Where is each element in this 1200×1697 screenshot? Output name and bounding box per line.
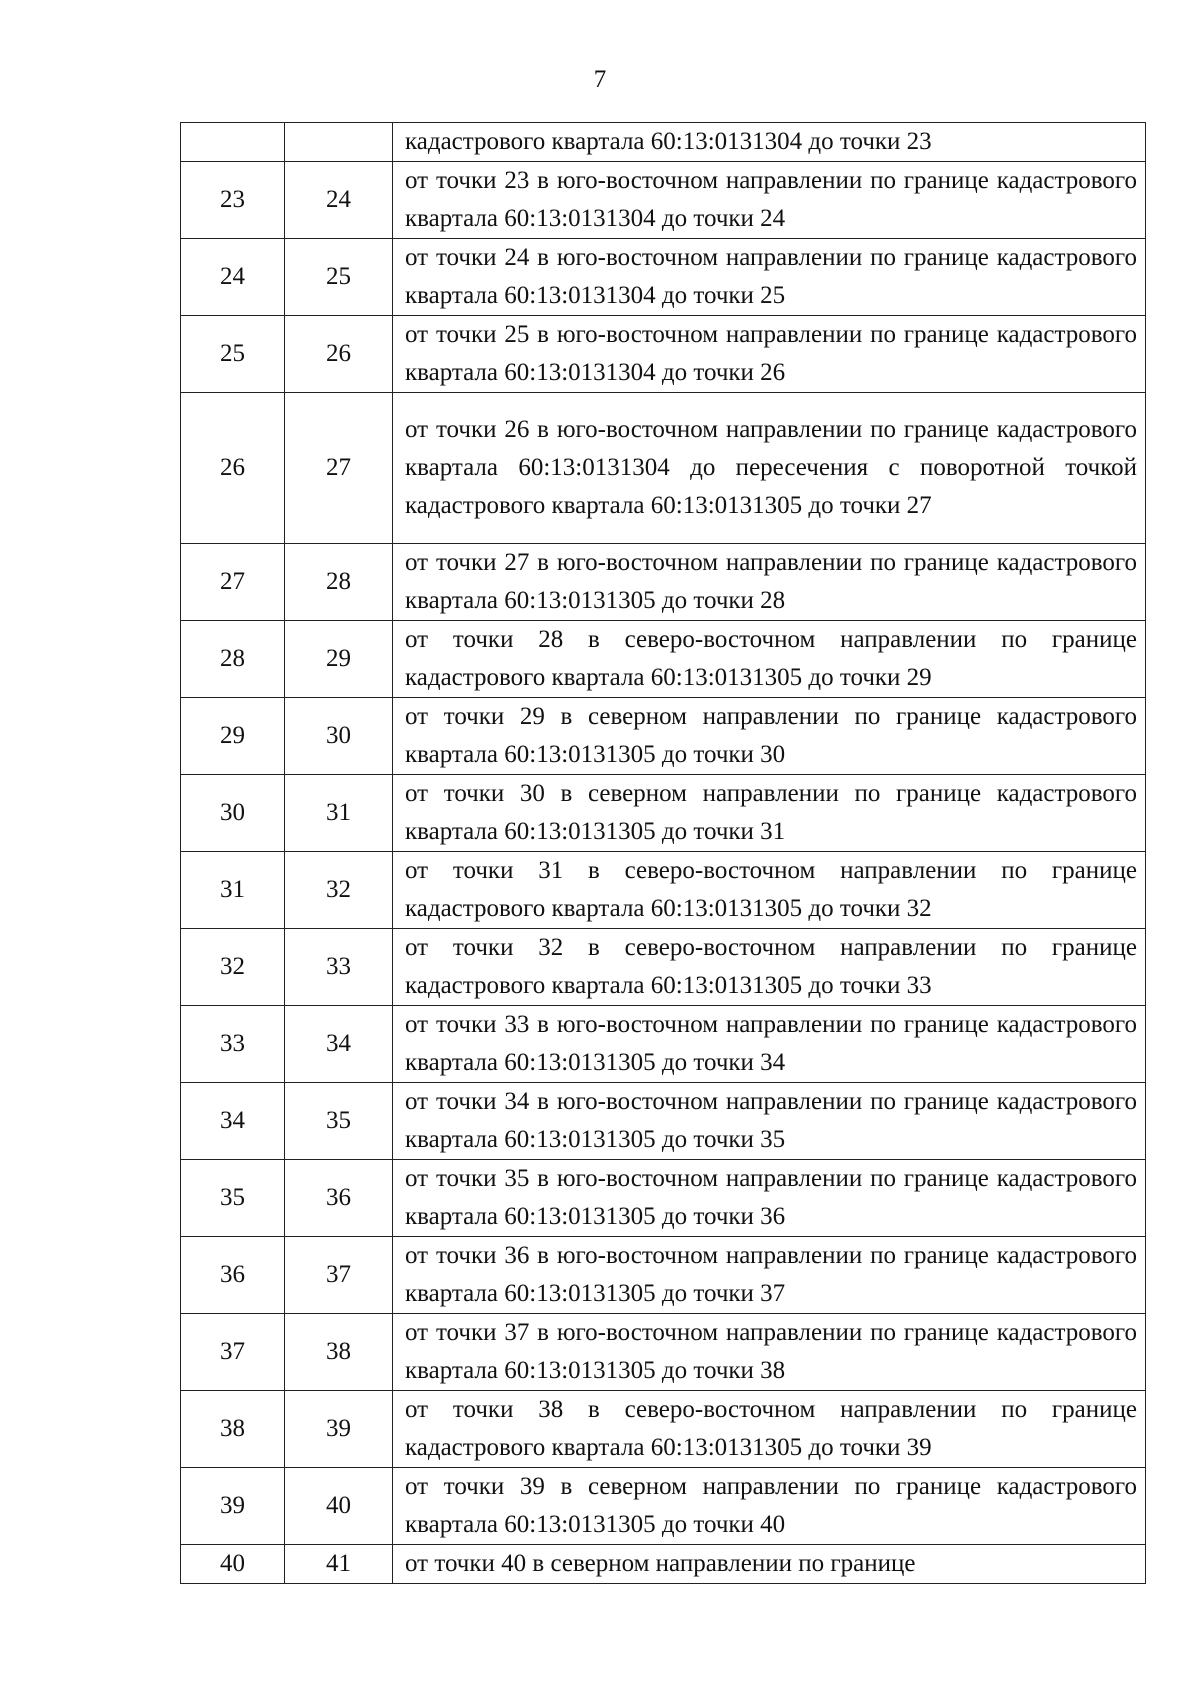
- table-row: [181, 544, 1146, 621]
- table-row: [181, 1237, 1146, 1314]
- to-point-cell: 41: [285, 1545, 393, 1584]
- table-row: [181, 1391, 1146, 1468]
- description-cell: от точки 31 в северо-восточном направлении по границе кадастрового квартала 60:13:0131305 до точки 32: [393, 852, 1146, 929]
- to-point-cell: 25: [285, 239, 393, 316]
- page-number: 7: [593, 66, 607, 93]
- from-point-cell: 36: [181, 1237, 285, 1314]
- description-cell: от точки 40 в северном направлении по границе: [393, 1545, 1146, 1584]
- description-cell: от точки 38 в северо-восточном направлении по границе кадастрового квартала 60:13:0131305 до точки 39: [393, 1391, 1146, 1468]
- from-point-cell: 24: [181, 239, 285, 316]
- from-point-cell: 23: [181, 162, 285, 239]
- description-cell: от точки 23 в юго-восточном направлении по границе кадастрового квартала 60:13:0131304 до точки 24: [393, 162, 1146, 239]
- to-point-cell: 30: [285, 698, 393, 775]
- to-point-cell: 38: [285, 1314, 393, 1391]
- from-point-cell: 39: [181, 1468, 285, 1545]
- to-point-cell: 39: [285, 1391, 393, 1468]
- from-point-cell: 37: [181, 1314, 285, 1391]
- description-cell: от точки 28 в северо-восточном направлении по границе кадастрового квартала 60:13:0131305 до точки 29: [393, 621, 1146, 698]
- table-row: [181, 393, 1146, 544]
- description-cell: от точки 27 в юго-восточном направлении по границе кадастрового квартала 60:13:0131305 до точки 28: [393, 544, 1146, 621]
- to-point-cell: 27: [285, 393, 393, 544]
- to-point-cell: [285, 123, 393, 162]
- from-point-cell: 38: [181, 1391, 285, 1468]
- table-row: [181, 929, 1146, 1006]
- table-row: [181, 621, 1146, 698]
- table-row: [181, 123, 1146, 162]
- description-cell: от точки 29 в северном направлении по границе кадастрового квартала 60:13:0131305 до точки 30: [393, 698, 1146, 775]
- to-point-cell: 26: [285, 316, 393, 393]
- to-point-cell: 33: [285, 929, 393, 1006]
- to-point-cell: 35: [285, 1083, 393, 1160]
- from-point-cell: 40: [181, 1545, 285, 1584]
- from-point-cell: 27: [181, 544, 285, 621]
- table-row: [181, 239, 1146, 316]
- to-point-cell: 36: [285, 1160, 393, 1237]
- description-cell: от точки 25 в юго-восточном направлении по границе кадастрового квартала 60:13:0131304 до точки 26: [393, 316, 1146, 393]
- from-point-cell: 29: [181, 698, 285, 775]
- table-row: [181, 316, 1146, 393]
- to-point-cell: 32: [285, 852, 393, 929]
- table-row: [181, 162, 1146, 239]
- from-point-cell: 31: [181, 852, 285, 929]
- table-row: [181, 775, 1146, 852]
- table-row: [181, 1468, 1146, 1545]
- from-point-cell: 32: [181, 929, 285, 1006]
- description-cell: от точки 37 в юго-восточном направлении по границе кадастрового квартала 60:13:0131305 до точки 38: [393, 1314, 1146, 1391]
- table-row: [181, 1083, 1146, 1160]
- description-cell: кадастрового квартала 60:13:0131304 до точки 23: [393, 123, 1146, 162]
- description-cell: от точки 39 в северном направлении по границе кадастрового квартала 60:13:0131305 до точки 40: [393, 1468, 1146, 1545]
- description-cell: от точки 33 в юго-восточном направлении по границе кадастрового квартала 60:13:0131305 до точки 34: [393, 1006, 1146, 1083]
- description-cell: от точки 36 в юго-восточном направлении по границе кадастрового квартала 60:13:0131305 до точки 37: [393, 1237, 1146, 1314]
- description-cell: от точки 24 в юго-восточном направлении по границе кадастрового квартала 60:13:0131304 до точки 25: [393, 239, 1146, 316]
- table-row: [181, 698, 1146, 775]
- table-row: [181, 1006, 1146, 1083]
- description-cell: от точки 35 в юго-восточном направлении по границе кадастрового квартала 60:13:0131305 до точки 36: [393, 1160, 1146, 1237]
- from-point-cell: 26: [181, 393, 285, 544]
- description-cell: от точки 32 в северо-восточном направлении по границе кадастрового квартала 60:13:0131305 до точки 33: [393, 929, 1146, 1006]
- boundary-table: [180, 122, 1146, 1584]
- table-row: [181, 852, 1146, 929]
- to-point-cell: 34: [285, 1006, 393, 1083]
- description-cell: от точки 34 в юго-восточном направлении по границе кадастрового квартала 60:13:0131305 до точки 35: [393, 1083, 1146, 1160]
- from-point-cell: [181, 123, 285, 162]
- from-point-cell: 30: [181, 775, 285, 852]
- from-point-cell: 35: [181, 1160, 285, 1237]
- description-cell: от точки 26 в юго-восточном направлении по границе кадастрового квартала 60:13:0131304 до пересечения с поворотной точкой кадастрового квартала 60:13:0131305 до точки 27: [393, 393, 1146, 544]
- to-point-cell: 24: [285, 162, 393, 239]
- table-row: [181, 1314, 1146, 1391]
- to-point-cell: 29: [285, 621, 393, 698]
- from-point-cell: 25: [181, 316, 285, 393]
- description-cell: от точки 30 в северном направлении по границе кадастрового квартала 60:13:0131305 до точки 31: [393, 775, 1146, 852]
- to-point-cell: 40: [285, 1468, 393, 1545]
- to-point-cell: 37: [285, 1237, 393, 1314]
- table-row: [181, 1545, 1146, 1584]
- table-row: [181, 1160, 1146, 1237]
- to-point-cell: 31: [285, 775, 393, 852]
- from-point-cell: 28: [181, 621, 285, 698]
- to-point-cell: 28: [285, 544, 393, 621]
- from-point-cell: 33: [181, 1006, 285, 1083]
- from-point-cell: 34: [181, 1083, 285, 1160]
